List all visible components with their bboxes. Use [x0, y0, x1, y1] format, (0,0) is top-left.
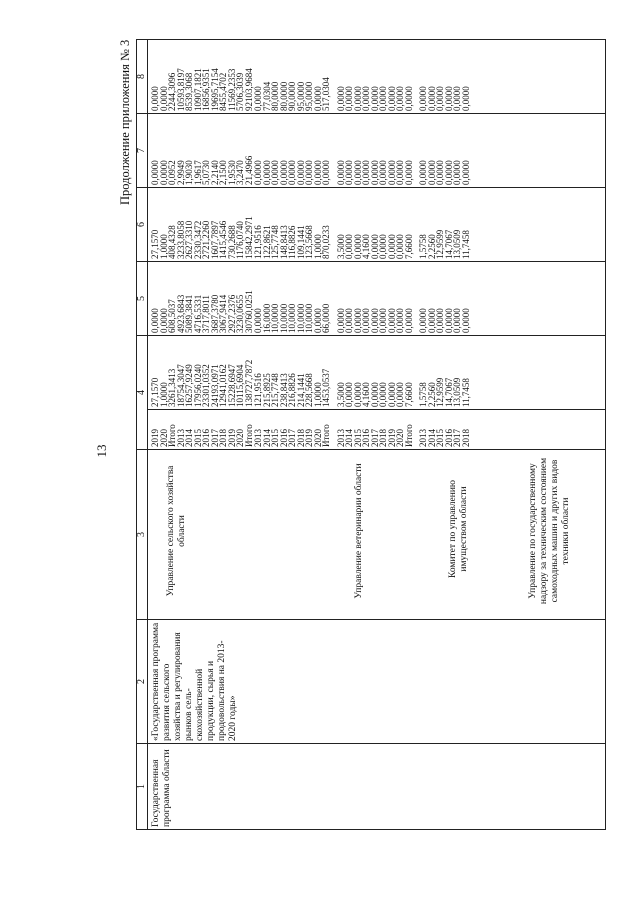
local-cell: 0,0000	[295, 160, 306, 185]
regional-cell: 125,7748	[270, 225, 280, 259]
other-cell: 8455,4702	[218, 72, 228, 111]
regional-cell: 123,5668	[304, 225, 314, 259]
year-cell: 2014	[344, 429, 354, 447]
year-cell: 2020	[395, 429, 405, 447]
federal-cell: 0,0000	[312, 308, 323, 333]
federal-cell: 0,0000	[418, 308, 428, 333]
total-column	[148, 336, 606, 410]
federal-cell: 0,0000	[435, 308, 445, 333]
federal-cell: 4923,6843	[175, 294, 186, 333]
year-cell: 2015	[192, 429, 203, 447]
total-cell: 0,0000	[386, 382, 397, 407]
federal-values	[148, 262, 470, 335]
total-cell: 215,8925	[261, 373, 272, 407]
year-cell: 2016	[361, 429, 371, 447]
program-name: «Государственная программа развития сельского хозяйства и регулирования рынков сель-скохозяйственной продукции, сырья и продовольствия на 2013-2020 годы»	[151, 622, 238, 741]
other-cell: 517,0304	[321, 77, 331, 111]
column-number-row	[137, 40, 148, 830]
year-cell: Итого	[167, 424, 177, 447]
year-cell: 2013	[418, 429, 428, 447]
federal-cell: 0,0000	[253, 308, 263, 333]
other-cell: 92103,9684	[243, 68, 254, 111]
regional-cell: 408,4328	[167, 225, 177, 259]
local-cell: 0,0000	[403, 160, 414, 185]
local-column	[148, 114, 606, 188]
federal-cell: 2927,2376	[226, 294, 237, 333]
federal-cell: 3687,3780	[209, 294, 220, 333]
federal-cell: 10,0000	[278, 303, 289, 333]
total-cell: 15228,6947	[226, 364, 237, 407]
total-cell: 238,8413	[278, 373, 289, 407]
program-name-cell	[148, 620, 606, 744]
other-cell: 0,0000	[312, 86, 323, 111]
local-cell: 0,0000	[253, 160, 263, 185]
total-cell: 1,0000	[158, 382, 169, 407]
regional-cell: 0,0000	[386, 234, 397, 259]
other-cell: 11569,2353	[226, 68, 237, 111]
federal-cell: 0,0000	[443, 308, 454, 333]
col-number: 2	[137, 620, 148, 744]
other-cell: 0,0000	[460, 86, 471, 111]
total-cell: 24193,0971	[209, 364, 220, 407]
budget-table	[136, 39, 606, 830]
total-cell: 18754,3047	[175, 364, 186, 407]
federal-cell: 0,0000	[403, 308, 414, 333]
year-cell: 2016	[278, 429, 289, 447]
year-cell: 2014	[184, 429, 194, 447]
federal-cell: 3717,8011	[201, 295, 211, 333]
local-cell: 1,9530	[226, 160, 237, 185]
regional-cell: 1176,0740	[235, 221, 245, 259]
other-cell: 0,0000	[253, 86, 263, 111]
other-cell: 0,0000	[369, 86, 380, 111]
federal-cell: 0,0000	[369, 308, 380, 333]
local-cell: 2,1500	[218, 160, 228, 185]
total-cell: 3261,3413	[167, 368, 177, 407]
federal-cell: 0,0000	[335, 308, 346, 333]
local-cell: 0,0000	[386, 160, 397, 185]
total-cell: 0,0000	[344, 382, 354, 407]
other-cell: 0,0000	[150, 86, 160, 111]
regional-cell: 870,0233	[321, 225, 331, 259]
local-cell: 0,0000	[287, 160, 297, 185]
federal-cell: 10,0000	[295, 303, 306, 333]
other-cell: 77,0304	[261, 81, 272, 111]
total-cell: 14,7067	[443, 377, 454, 407]
local-cell: 3,2470	[235, 160, 245, 185]
year-cell: 2018	[295, 429, 306, 447]
year-cell: 2020	[312, 429, 323, 447]
other-cell: 10593,8197	[175, 68, 186, 111]
year-cell: 2020	[235, 429, 245, 447]
year-column	[148, 410, 606, 450]
total-cell: 2,2560	[426, 382, 437, 407]
regional-cell: 148,8413	[278, 225, 289, 259]
total-cell: 1,5758	[418, 382, 428, 407]
regional-cell: 11,7458	[460, 230, 471, 259]
regional-cell: 730,2688	[226, 225, 237, 259]
regional-cell: 2,2560	[426, 234, 437, 259]
local-cell: 0,0000	[270, 160, 280, 185]
other-cell: 10907,1821	[192, 68, 203, 111]
executor-column	[148, 450, 606, 620]
other-cell: 80,0000	[270, 81, 280, 111]
federal-cell: 66,0000	[321, 303, 331, 333]
federal-cell: 10,0000	[304, 303, 314, 333]
regional-cell: 3,5000	[335, 234, 346, 259]
col-number: 7	[137, 114, 148, 188]
total-cell: 0,0000	[369, 382, 380, 407]
year-cell: 2014	[426, 429, 437, 447]
regional-cell: 27,1570	[150, 229, 160, 259]
local-cell: 0,0952	[167, 160, 177, 185]
total-cell: 13,0509	[452, 377, 462, 407]
local-cell: 0,0000	[261, 160, 272, 185]
local-cell: 0,0000	[435, 160, 445, 185]
year-cell: 2019	[150, 429, 160, 447]
local-cell: 2,9949	[175, 160, 186, 185]
program-type: Государственная программа области	[151, 749, 172, 827]
col-number: 5	[137, 262, 148, 336]
regional-cell: 1415,4546	[218, 220, 228, 259]
local-cell: 0,0000	[278, 160, 289, 185]
year-cell: 2019	[386, 429, 397, 447]
other-cell: 0,0000	[386, 86, 397, 111]
regional-cell: 15842,2971	[243, 216, 254, 259]
regional-cell: 1,0000	[312, 234, 323, 259]
col-number: 3	[137, 450, 148, 620]
federal-cell: 10,0000	[287, 303, 297, 333]
other-cell: 95,0000	[295, 81, 306, 111]
regional-cell: 0,0000	[352, 234, 363, 259]
year-cell: 2015	[435, 429, 445, 447]
federal-cell: 0,0000	[386, 308, 397, 333]
executor-tech-supervision: Управление по государственному надзору за техническим состоянием самоходных машин и других видов техники области	[528, 457, 571, 605]
other-cell: 0,0000	[452, 86, 462, 111]
other-sources-column	[148, 40, 606, 114]
regional-cell: 12,9599	[435, 229, 445, 259]
regional-cell: 122,8621	[261, 225, 272, 259]
regional-cell: 4,1600	[361, 234, 371, 259]
regional-cell: 3233,8058	[175, 220, 186, 259]
total-cell: 0,0000	[378, 382, 388, 407]
other-cell: 80,0000	[278, 81, 289, 111]
total-cell: 0,0000	[352, 382, 363, 407]
federal-cell: 30760,0251	[243, 290, 254, 333]
federal-cell: 16,0000	[261, 303, 272, 333]
total-values	[148, 336, 470, 409]
local-cell: 0,0000	[352, 160, 363, 185]
year-cell: 2017	[452, 429, 462, 447]
local-cell: 0,0000	[335, 160, 346, 185]
regional-values	[148, 188, 470, 261]
page-number: 13	[94, 444, 109, 458]
year-cell: 2019	[226, 429, 237, 447]
federal-cell: 10,0000	[270, 303, 280, 333]
total-cell: 216,8826	[287, 373, 297, 407]
local-cell: 0,0000	[304, 160, 314, 185]
other-cell: 2244,3096	[167, 72, 177, 111]
other-cell: 8539,3068	[184, 72, 194, 111]
local-cell: 0,0000	[378, 160, 388, 185]
total-cell: 12,9599	[435, 377, 445, 407]
appendix-caption: Продолжение приложения № 3	[118, 39, 132, 205]
regional-cell: 1607,7897	[209, 220, 220, 259]
total-cell: 27,1570	[150, 377, 160, 407]
col-number: 8	[137, 40, 148, 114]
regional-cell: 2721,2260	[201, 220, 211, 259]
table-row	[148, 40, 606, 830]
year-cell: 2015	[270, 429, 280, 447]
year-cell: 2014	[261, 429, 272, 447]
total-cell: 1453,0537	[321, 368, 331, 407]
local-cell: 0,0000	[418, 160, 428, 185]
total-cell: 1,0000	[312, 382, 323, 407]
regional-cell: 1,5758	[418, 234, 428, 259]
local-cell: 0,0000	[361, 160, 371, 185]
regional-column	[148, 188, 606, 262]
other-cell: 0,0000	[352, 86, 363, 111]
federal-column	[148, 262, 606, 336]
regional-cell: 2330,3472	[192, 220, 203, 259]
total-cell: 214,1441	[295, 373, 306, 407]
local-cell: 1,9617	[192, 160, 203, 185]
year-cell: 2017	[369, 429, 380, 447]
year-cell: 2018	[218, 429, 228, 447]
federal-cell: 3230,0655	[235, 294, 245, 333]
year-cell: 2018	[460, 429, 471, 447]
other-cell: 0,0000	[335, 86, 346, 111]
federal-cell: 0,0000	[378, 308, 388, 333]
federal-cell: 0,0000	[452, 308, 462, 333]
local-cell: 5,0730	[201, 160, 211, 185]
total-cell: 0,0000	[395, 382, 405, 407]
year-cell: Итого	[243, 424, 254, 447]
other-cell: 0,0000	[158, 86, 169, 111]
year-cell: 2019	[304, 429, 314, 447]
other-cell: 0,0000	[418, 86, 428, 111]
regional-cell: 14,7067	[443, 229, 454, 259]
other-cell: 90,0000	[287, 81, 297, 111]
other-cell: 95,0000	[304, 81, 314, 111]
other-cell: 0,0000	[403, 86, 414, 111]
executor-agriculture: Управление сельского хозяйства области	[166, 465, 187, 597]
federal-cell: 608,5037	[167, 299, 177, 333]
local-cell: 0,0000	[158, 160, 169, 185]
regional-cell: 0,0000	[344, 234, 354, 259]
other-values	[148, 40, 470, 113]
year-cell: Итого	[403, 424, 414, 447]
federal-cell: 0,0000	[352, 308, 363, 333]
program-type-cell	[148, 744, 606, 830]
other-cell: 0,0000	[435, 86, 445, 111]
regional-cell: 109,1441	[295, 225, 306, 259]
other-cell: 0,0000	[344, 86, 354, 111]
year-cell: 2016	[201, 429, 211, 447]
year-cell: Итого	[321, 424, 331, 447]
regional-cell: 1,0000	[158, 234, 169, 259]
total-cell: 4,1600	[361, 382, 371, 407]
total-cell: 23301,0352	[201, 364, 211, 407]
executor-veterinary: Управление ветеринарии области	[354, 463, 364, 599]
years-list	[148, 410, 470, 449]
total-cell: 228,5668	[304, 373, 314, 407]
other-cell: 19695,7154	[209, 68, 220, 111]
other-cell: 0,0000	[443, 86, 454, 111]
local-cell: 0,0000	[395, 160, 405, 185]
year-cell: 2017	[287, 429, 297, 447]
other-cell: 0,0000	[395, 86, 405, 111]
federal-cell: 0,0000	[426, 308, 437, 333]
federal-cell: 0,0000	[344, 308, 354, 333]
total-cell: 16257,9249	[184, 364, 194, 407]
regional-cell: 7,6600	[403, 234, 414, 259]
local-cell: 0,0000	[312, 160, 323, 185]
regional-cell: 0,0000	[369, 234, 380, 259]
total-cell: 138727,7872	[243, 359, 254, 407]
other-cell: 0,0000	[361, 86, 371, 111]
total-cell: 215,7748	[270, 373, 280, 407]
other-cell: 16856,9351	[201, 68, 211, 111]
year-cell: 2015	[352, 429, 363, 447]
total-cell: 11,7458	[460, 378, 471, 407]
col-number: 1	[137, 744, 148, 830]
col-number: 4	[137, 336, 148, 450]
year-cell: 2017	[209, 429, 220, 447]
local-cell: 1,9030	[184, 160, 194, 185]
total-cell: 121,9516	[253, 373, 263, 407]
regional-cell: 0,0000	[395, 234, 405, 259]
federal-cell: 0,0000	[361, 308, 371, 333]
local-cell: 0,0000	[321, 160, 331, 185]
local-cell: 0,0000	[443, 160, 454, 185]
executor-property-committee: Комитет по управлению имуществом области	[448, 480, 469, 579]
col-number: 6	[137, 188, 148, 262]
total-cell: 10115,6904	[235, 364, 245, 407]
local-cell: 0,0000	[426, 160, 437, 185]
year-cell: 2016	[443, 429, 454, 447]
regional-cell: 121,9516	[253, 225, 263, 259]
regional-cell: 0,0000	[378, 234, 388, 259]
regional-cell: 13,0509	[452, 229, 462, 259]
year-cell: 2013	[175, 429, 186, 447]
local-cell: 0,0000	[344, 160, 354, 185]
federal-cell: 5089,3841	[184, 294, 194, 333]
local-values	[148, 114, 470, 187]
local-cell: 2,2140	[209, 160, 220, 185]
local-cell: 21,4966	[243, 155, 254, 185]
local-cell: 0,0000	[460, 160, 471, 185]
total-cell: 12941,0162	[218, 364, 228, 407]
other-cell: 0,0000	[378, 86, 388, 111]
federal-cell: 0,0000	[460, 308, 471, 333]
other-cell: 0,0000	[426, 86, 437, 111]
total-cell: 3,5000	[335, 382, 346, 407]
total-cell: 7,6600	[403, 382, 414, 407]
year-cell: 2013	[335, 429, 346, 447]
total-cell: 17956,0240	[192, 364, 203, 407]
local-cell: 0,0000	[452, 160, 462, 185]
federal-cell: 3067,9414	[218, 294, 228, 333]
federal-cell: 0,0000	[150, 308, 160, 333]
other-cell: 5706,3039	[235, 72, 245, 111]
regional-cell: 2627,3310	[184, 220, 194, 259]
local-cell: 0,0000	[150, 160, 160, 185]
federal-cell: 4716,5331	[192, 294, 203, 333]
federal-cell: 0,0000	[158, 308, 169, 333]
year-cell: 2018	[378, 429, 388, 447]
local-cell: 0,0000	[369, 160, 380, 185]
year-cell: 2020	[158, 429, 169, 447]
year-cell: 2013	[253, 429, 263, 447]
regional-cell: 116,8826	[287, 225, 297, 259]
federal-cell: 0,0000	[395, 308, 405, 333]
